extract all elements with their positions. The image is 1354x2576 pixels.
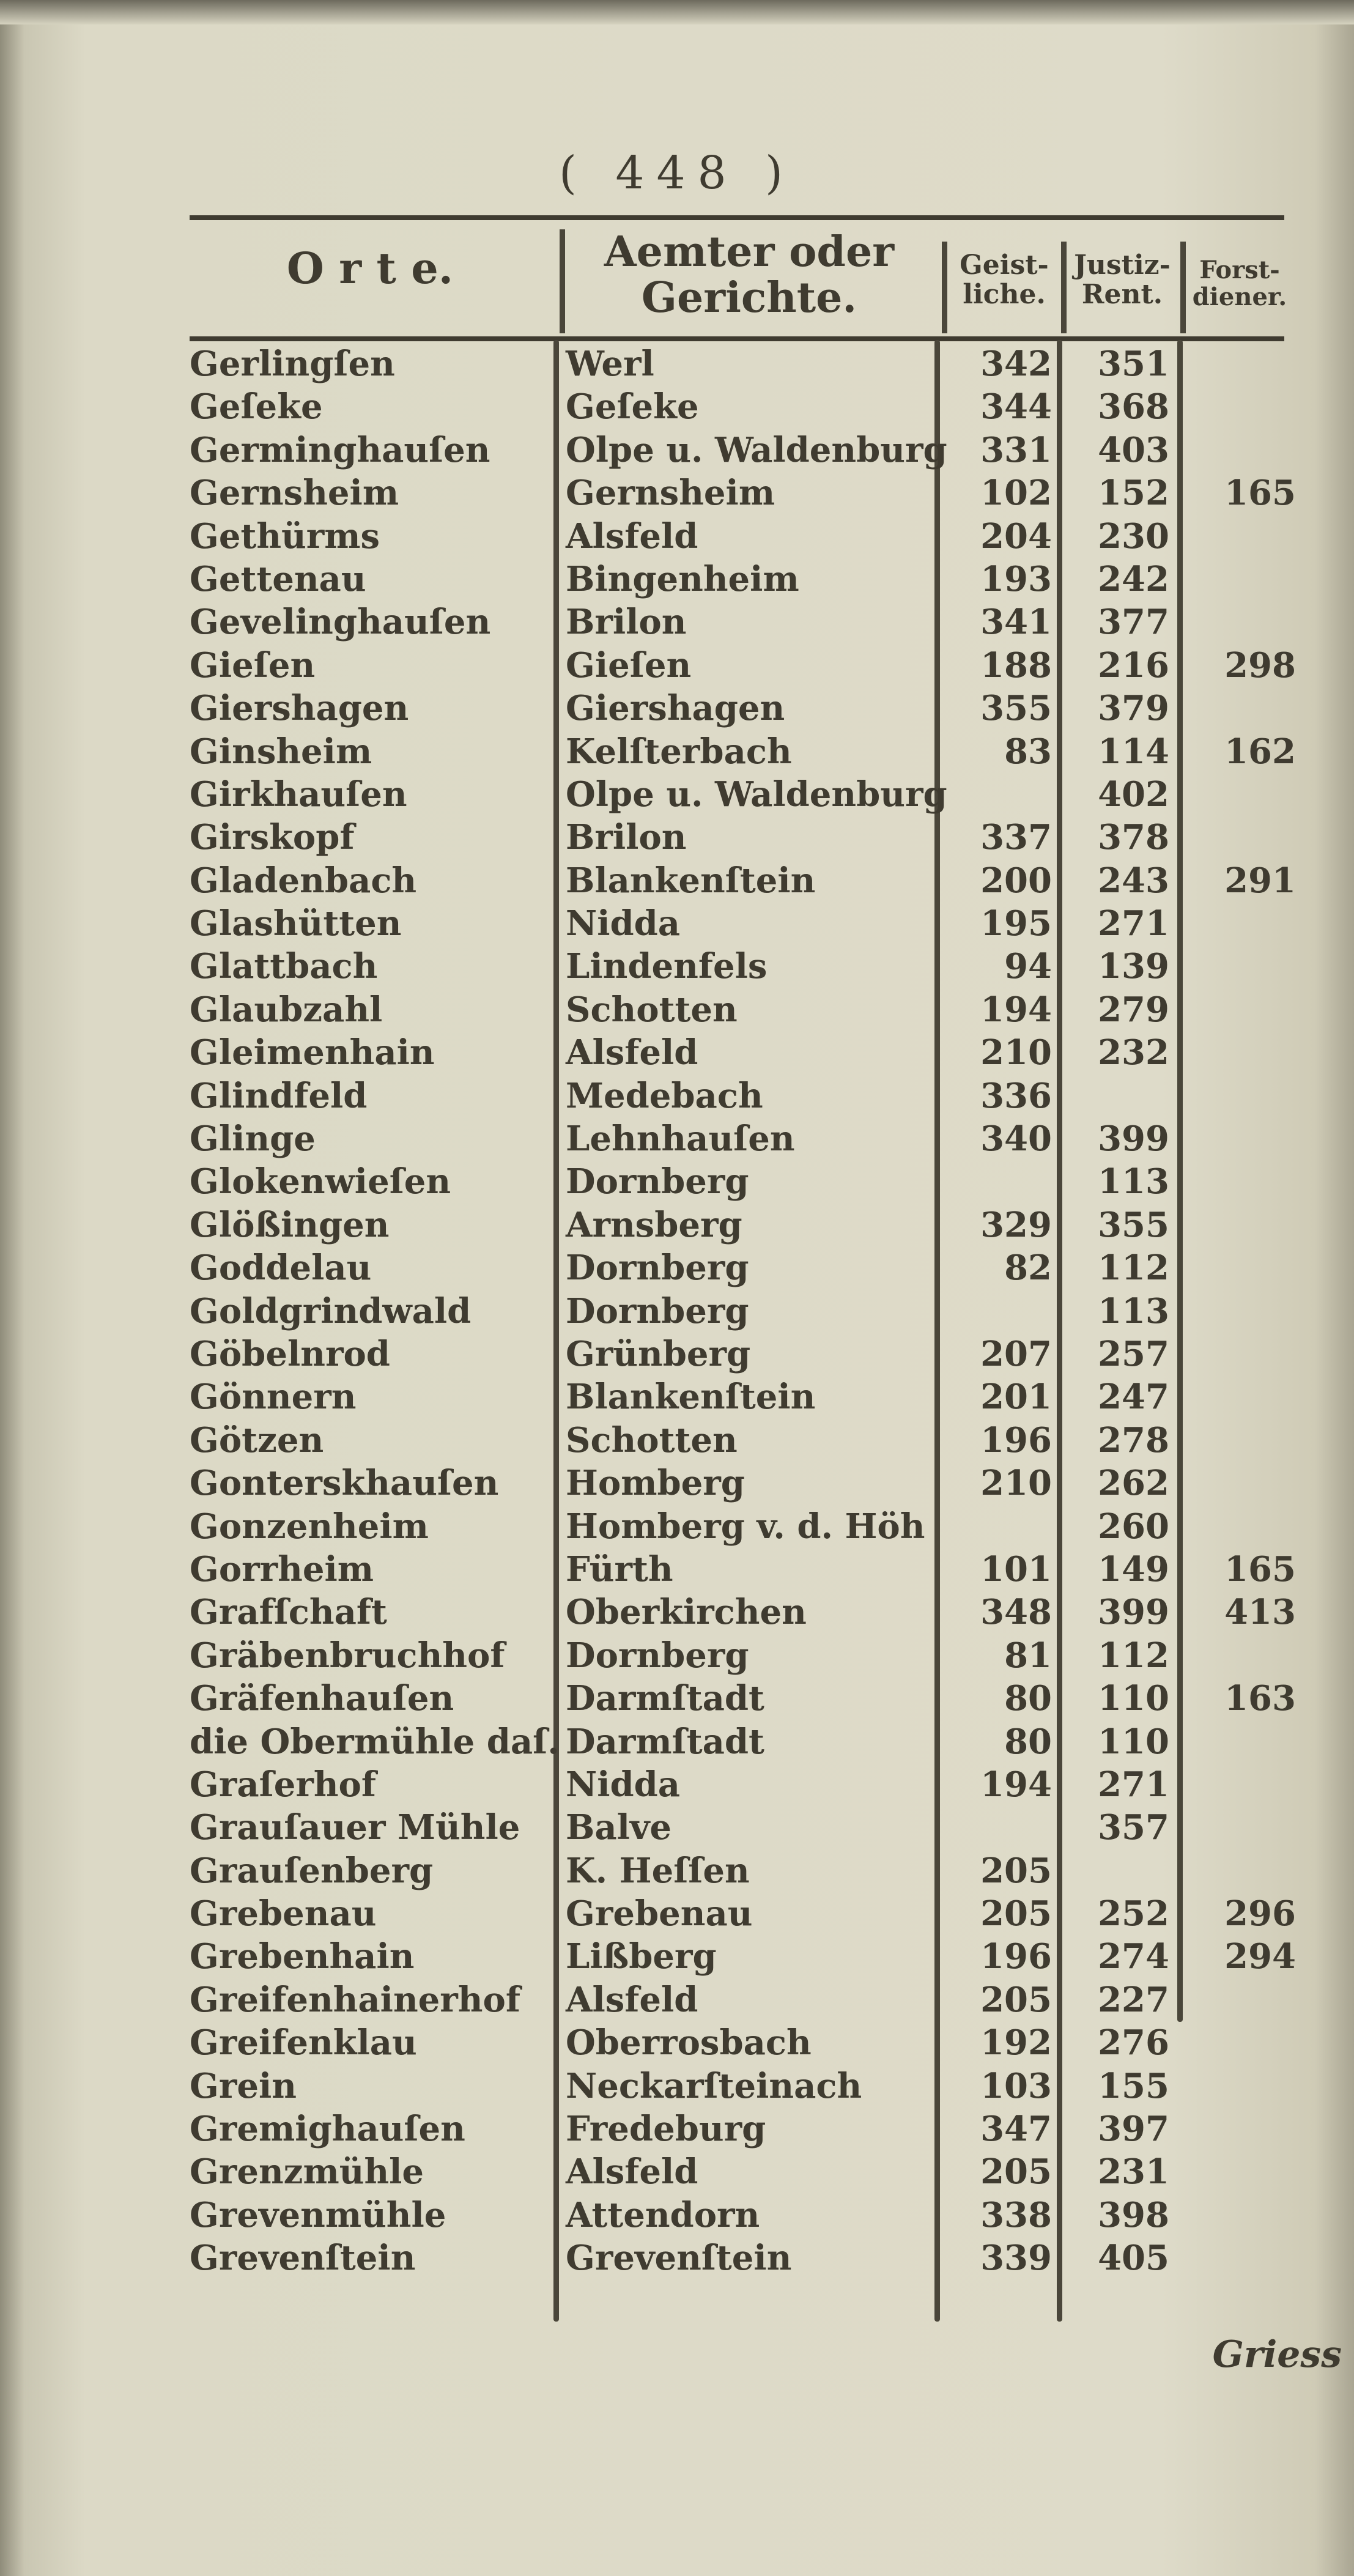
page-top-edge [0,0,1354,24]
justiz-value: 403 [1098,429,1169,470]
place-name: Götzen [190,1419,324,1460]
table-row [0,515,1354,558]
office-name: Brilon [566,602,687,643]
justiz-value: 276 [1098,2023,1169,2063]
table-row [0,1849,1354,1892]
office-name: Balve [566,1807,672,1848]
place-name: Grebenhain [190,1936,415,1977]
office-name: Fredeburg [566,2109,766,2150]
table-row [0,1591,1354,1634]
table-row [0,429,1354,472]
page-number: ( 448 ) [558,147,796,199]
justiz-value: 262 [1098,1463,1169,1504]
places-table [0,342,1354,2280]
geistliche-value: 200 [980,860,1052,901]
table-row [0,2021,1354,2064]
place-name: Grenzmühle [190,2152,424,2193]
office-name: Brilon [566,817,687,858]
place-name: Giershagen [190,688,409,729]
place-name: Grafſchaft [190,1592,387,1633]
justiz-value: 139 [1098,946,1169,987]
justiz-value: 257 [1098,1333,1169,1374]
justiz-value: 379 [1098,688,1169,729]
justiz-value: 399 [1098,1592,1169,1633]
table-row [0,687,1354,730]
office-name: Dornberg [566,1161,749,1202]
place-name: Glokenwieſen [190,1161,451,1202]
catchword: Griess [1212,2333,1342,2376]
table-row [0,1978,1354,2021]
geistliche-value: 196 [980,1936,1052,1977]
justiz-value: 278 [1098,1419,1169,1460]
table-row [0,2065,1354,2108]
table-row [0,342,1354,385]
justiz-value: 274 [1098,1936,1169,1977]
table-row [0,816,1354,859]
place-name: Gerlingſen [190,344,395,384]
geistliche-value: 194 [980,989,1052,1030]
office-name: Schotten [566,989,738,1030]
office-name: Fürth [566,1549,673,1590]
table-row [0,1075,1354,1117]
table-row [0,558,1354,601]
justiz-value: 112 [1098,1635,1169,1676]
place-name: Glashütten [190,903,402,944]
office-name: Medebach [566,1075,763,1116]
table-row [0,1806,1354,1849]
table-row [0,2150,1354,2193]
office-name: Blankenſtein [566,1377,816,1418]
office-name: Blankenſtein [566,860,816,901]
office-name: Attendorn [566,2194,760,2235]
geistliche-value: 195 [980,903,1052,944]
table-row [0,1935,1354,1978]
office-name: Bingenheim [566,558,799,599]
header-geistliche [949,251,1059,310]
geistliche-value: 336 [980,1075,1052,1116]
geistliche-value: 81 [1004,1635,1052,1676]
forst-value: 294 [1224,1936,1296,1977]
justiz-value: 357 [1098,1807,1169,1848]
geistliche-value: 205 [980,1893,1052,1934]
geistliche-value: 341 [980,602,1052,643]
table-row [0,1031,1354,1074]
office-name: Dornberg [566,1290,749,1331]
justiz-value: 398 [1098,2194,1169,2235]
place-name: Gleimenhain [190,1032,435,1073]
office-name: Arnsberg [566,1204,742,1245]
table-row [0,2237,1354,2279]
table-row [0,1505,1354,1548]
forst-value: 163 [1224,1678,1296,1719]
justiz-value: 378 [1098,817,1169,858]
header-rule [190,336,1284,341]
table-row [0,472,1354,514]
geistliche-value: 210 [980,1463,1052,1504]
geistliche-value: 188 [980,645,1052,686]
table-row [0,945,1354,988]
table-row [0,1117,1354,1160]
justiz-value: 113 [1098,1161,1169,1202]
geistliche-value: 338 [980,2194,1052,2235]
justiz-value: 152 [1098,473,1169,514]
forst-value: 296 [1224,1893,1296,1934]
table-row [0,1375,1354,1418]
top-rule [190,215,1284,220]
place-name: Grevenſtein [190,2238,416,2279]
place-name: Germinghauſen [190,429,490,470]
table-row [0,1462,1354,1505]
office-name: Olpe u. Waldenburg [566,774,947,815]
justiz-value: 405 [1098,2238,1169,2279]
geistliche-value: 83 [1004,731,1052,772]
office-name: Homberg [566,1463,745,1504]
office-name: Alsfeld [566,2152,698,2193]
justiz-value: 247 [1098,1377,1169,1418]
office-name: Darmſtadt [566,1721,764,1762]
header-justiz-line2: Rent. [1081,279,1163,311]
geistliche-value: 204 [980,516,1052,557]
header-forst-line1: Forst- [1199,256,1280,284]
justiz-value: 279 [1098,989,1169,1030]
place-name: Gremighauſen [190,2109,465,2150]
geistliche-value: 94 [1004,946,1052,987]
table-row [0,601,1354,643]
justiz-value: 260 [1098,1506,1169,1547]
place-name: Girskopf [190,817,355,858]
justiz-value: 112 [1098,1248,1169,1289]
justiz-value: 402 [1098,774,1169,815]
place-name: Gräbenbruchhof [190,1635,505,1676]
place-name: Glindfeld [190,1075,368,1116]
justiz-value: 232 [1098,1032,1169,1073]
geistliche-value: 205 [980,1850,1052,1891]
geistliche-value: 339 [980,2238,1052,2279]
office-name: Lißberg [566,1936,717,1977]
office-name: Neckarſteinach [566,2065,862,2106]
geistliche-value: 329 [980,1204,1052,1245]
geistliche-value: 102 [980,473,1052,514]
geistliche-value: 196 [980,1419,1052,1460]
office-name: Olpe u. Waldenburg [566,429,947,470]
office-name: Alsfeld [566,1979,698,2020]
place-name: Goddelau [190,1248,372,1289]
justiz-value: 231 [1098,2152,1169,2193]
office-name: Oberkirchen [566,1592,807,1633]
justiz-value: 216 [1098,645,1169,686]
header-geistliche-line2: liche. [963,279,1046,311]
table-row [0,730,1354,773]
place-name: Gernsheim [190,473,399,514]
justiz-value: 110 [1098,1721,1169,1762]
office-name: Alsfeld [566,516,698,557]
office-name: Nidda [566,903,681,944]
header-aemter-line2: Gerichte. [641,273,857,322]
geistliche-value: 205 [980,1979,1052,2020]
header-divider [1180,242,1186,333]
table-row [0,1160,1354,1203]
place-name: Goldgrindwald [190,1290,472,1331]
geistliche-value: 205 [980,2152,1052,2193]
header-justiz-line1: Justiz- [1074,250,1171,281]
place-name: Gevelinghauſen [190,602,491,643]
geistliche-value: 210 [980,1032,1052,1073]
office-name: Lindenfels [566,946,768,987]
table-row [0,1204,1354,1246]
justiz-value: 271 [1098,1764,1169,1805]
place-name: Greifenhainerhof [190,1979,520,2020]
office-name: Grünberg [566,1333,751,1374]
justiz-value: 230 [1098,516,1169,557]
header-forst [1188,257,1292,311]
geistliche-value: 80 [1004,1721,1052,1762]
justiz-value: 397 [1098,2109,1169,2150]
justiz-value: 149 [1098,1549,1169,1590]
forst-value: 165 [1224,1549,1296,1590]
justiz-value: 242 [1098,558,1169,599]
office-name: Dornberg [566,1635,749,1676]
forst-value: 162 [1224,731,1296,772]
header-geistliche-line1: Geist- [960,250,1049,281]
place-name: Grein [190,2065,297,2106]
justiz-value: 368 [1098,387,1169,427]
header-orte: O r t e. [286,243,454,294]
header-justiz [1067,251,1177,310]
place-name: Glößingen [190,1204,390,1245]
place-name: Greifenklau [190,2023,417,2063]
geistliche-value: 192 [980,2023,1052,2063]
justiz-value: 114 [1098,731,1169,772]
office-name: Oberrosbach [566,2023,812,2063]
table-row [0,1290,1354,1333]
table-row [0,1720,1354,1763]
geistliche-value: 331 [980,429,1052,470]
geistliche-value: 340 [980,1119,1052,1160]
table-row [0,385,1354,428]
table-row [0,1419,1354,1462]
place-name: Glaubzahl [190,989,383,1030]
geistliche-value: 80 [1004,1678,1052,1719]
table-row [0,988,1354,1031]
place-name: Grevenmühle [190,2194,446,2235]
table-row [0,1246,1354,1289]
header-divider [560,229,565,333]
table-row [0,773,1354,816]
place-name: Gräfenhauſen [190,1678,454,1719]
geistliche-value: 193 [980,558,1052,599]
place-name: Graſerhof [190,1764,376,1805]
header-aemter-line1: Aemter oder [604,228,895,276]
justiz-value: 399 [1098,1119,1169,1160]
geistliche-value: 103 [980,2065,1052,2106]
office-name: Schotten [566,1419,738,1460]
geistliche-value: 347 [980,2109,1052,2150]
forst-value: 298 [1224,645,1296,686]
place-name: Grebenau [190,1893,377,1934]
geistliche-value: 344 [980,387,1052,427]
place-name: Gettenau [190,558,366,599]
forst-value: 413 [1224,1592,1296,1633]
office-name: Dornberg [566,1248,749,1289]
place-name: Gonterskhauſen [190,1463,499,1504]
table-row [0,859,1354,902]
table-row [0,2194,1354,2237]
place-name: Gönnern [190,1377,357,1418]
table-row [0,2108,1354,2150]
geistliche-value: 337 [980,817,1052,858]
place-name: Geſeke [190,387,323,427]
header-divider [1061,242,1067,333]
geistliche-value: 355 [980,688,1052,729]
office-name: K. Heſſen [566,1850,750,1891]
place-name: Ginsheim [190,731,372,772]
office-name: Geſeke [566,387,699,427]
place-name: Grauſenberg [190,1850,434,1891]
place-name: die Obermühle daſ. [190,1721,560,1762]
table-row [0,1677,1354,1720]
place-name: Grauſauer Mühle [190,1807,520,1848]
office-name: Kelſterbach [566,731,792,772]
forst-value: 291 [1224,860,1296,901]
place-name: Gieſen [190,645,316,686]
justiz-value: 355 [1098,1204,1169,1245]
justiz-value: 227 [1098,1979,1169,2020]
office-name: Gernsheim [566,473,775,514]
table-row [0,1763,1354,1806]
header-aemter [566,229,933,321]
office-name: Lehnhauſen [566,1119,795,1160]
table-row [0,1548,1354,1591]
forst-value: 165 [1224,473,1296,514]
office-name: Grevenſtein [566,2238,792,2279]
header-forst-line2: diener. [1192,283,1287,311]
justiz-value: 243 [1098,860,1169,901]
justiz-value: 252 [1098,1893,1169,1934]
place-name: Glattbach [190,946,378,987]
office-name: Alsfeld [566,1032,698,1073]
table-row [0,902,1354,945]
place-name: Glinge [190,1119,316,1160]
office-name: Homberg v. d. Höh [566,1506,925,1547]
geistliche-value: 207 [980,1333,1052,1374]
office-name: Grebenau [566,1893,753,1934]
office-name: Darmſtadt [566,1678,764,1719]
justiz-value: 377 [1098,602,1169,643]
justiz-value: 113 [1098,1290,1169,1331]
office-name: Giershagen [566,688,785,729]
table-row [0,1634,1354,1677]
office-name: Werl [566,344,654,384]
place-name: Girkhauſen [190,774,407,815]
geistliche-value: 82 [1004,1248,1052,1289]
geistliche-value: 342 [980,344,1052,384]
place-name: Göbelnrod [190,1333,390,1374]
geistliche-value: 201 [980,1377,1052,1418]
place-name: Gethürms [190,516,380,557]
table-row [0,644,1354,687]
office-name: Nidda [566,1764,681,1805]
justiz-value: 271 [1098,903,1169,944]
justiz-value: 155 [1098,2065,1169,2106]
table-row [0,1333,1354,1375]
geistliche-value: 194 [980,1764,1052,1805]
place-name: Gonzenheim [190,1506,429,1547]
table-row [0,1892,1354,1935]
place-name: Gladenbach [190,860,417,901]
place-name: Gorrheim [190,1549,374,1590]
justiz-value: 110 [1098,1678,1169,1719]
geistliche-value: 101 [980,1549,1052,1590]
header-divider [942,242,947,333]
justiz-value: 351 [1098,344,1169,384]
office-name: Gieſen [566,645,692,686]
geistliche-value: 348 [980,1592,1052,1633]
